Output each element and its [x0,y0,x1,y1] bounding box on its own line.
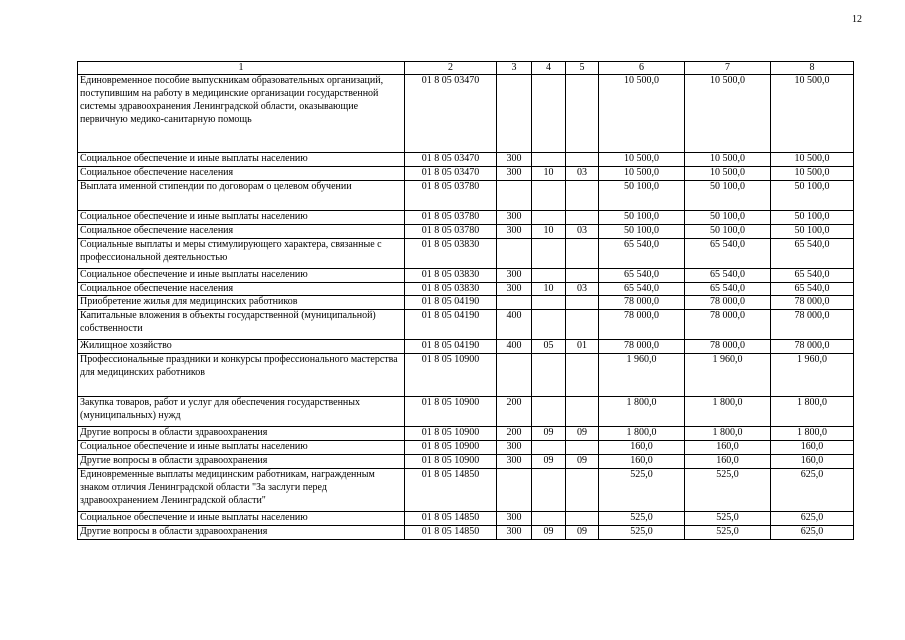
row-name-cell: Социальные выплаты и меры стимулирующего характера, связанные с профессиональной деятельностью [78,238,405,268]
row-section-cell: 09 [532,525,566,539]
row-year1-cell: 78 000,0 [599,340,685,354]
row-code-cell: 01 8 05 03830 [405,268,497,282]
table-row [78,310,854,340]
row-section-cell [532,210,566,224]
row-year3-cell: 1 800,0 [771,427,854,441]
row-subsection-cell [566,511,599,525]
row-subsection-cell: 01 [566,340,599,354]
header-cell: 5 [566,62,599,75]
row-code-cell: 01 8 05 03780 [405,180,497,210]
row-code-cell: 01 8 05 14850 [405,525,497,539]
row-year3-cell: 78 000,0 [771,296,854,310]
row-vr-cell [497,354,532,397]
row-subsection-cell: 09 [566,427,599,441]
row-year2-cell: 1 800,0 [685,427,771,441]
row-vr-cell: 400 [497,310,532,340]
row-subsection-cell [566,468,599,511]
row-name-cell: Капитальные вложения в объекты государственной (муниципальной) собственности [78,310,405,340]
row-subsection-cell [566,210,599,224]
row-name-cell: Социальное обеспечение и иные выплаты населению [78,153,405,167]
row-year2-cell: 65 540,0 [685,282,771,296]
row-year2-cell: 1 800,0 [685,397,771,427]
row-vr-cell [497,468,532,511]
row-year3-cell: 160,0 [771,441,854,455]
row-code-cell: 01 8 05 03780 [405,210,497,224]
budget-table [77,61,854,540]
row-subsection-cell: 09 [566,525,599,539]
row-vr-cell: 300 [497,511,532,525]
row-code-cell: 01 8 05 10900 [405,397,497,427]
row-year3-cell: 10 500,0 [771,75,854,153]
row-vr-cell [497,238,532,268]
row-vr-cell: 300 [497,210,532,224]
header-cell: 6 [599,62,685,75]
row-year2-cell: 50 100,0 [685,210,771,224]
row-year3-cell: 50 100,0 [771,210,854,224]
row-year1-cell: 50 100,0 [599,210,685,224]
row-vr-cell: 200 [497,397,532,427]
row-code-cell: 01 8 05 03830 [405,282,497,296]
row-subsection-cell [566,397,599,427]
row-name-cell: Профессиональные праздники и конкурсы профессионального мастерства для медицинских работников [78,354,405,397]
row-vr-cell: 300 [497,166,532,180]
row-year3-cell: 78 000,0 [771,310,854,340]
row-year3-cell: 65 540,0 [771,268,854,282]
row-year2-cell: 160,0 [685,455,771,469]
row-year1-cell: 65 540,0 [599,238,685,268]
row-name-cell: Социальное обеспечение и иные выплаты населению [78,268,405,282]
row-year2-cell: 10 500,0 [685,166,771,180]
row-vr-cell: 300 [497,441,532,455]
row-code-cell: 01 8 05 14850 [405,468,497,511]
row-section-cell [532,468,566,511]
row-code-cell: 01 8 05 10900 [405,441,497,455]
row-vr-cell: 300 [497,224,532,238]
header-cell: 8 [771,62,854,75]
row-year2-cell: 10 500,0 [685,75,771,153]
row-section-cell: 10 [532,224,566,238]
row-year1-cell: 78 000,0 [599,310,685,340]
row-year2-cell: 50 100,0 [685,180,771,210]
row-code-cell: 01 8 05 10900 [405,455,497,469]
row-year2-cell: 50 100,0 [685,224,771,238]
table-row [78,296,854,310]
table-row [78,166,854,180]
row-vr-cell: 300 [497,282,532,296]
row-year2-cell: 65 540,0 [685,268,771,282]
row-vr-cell [497,75,532,153]
row-code-cell: 01 8 05 03780 [405,224,497,238]
header-cell: 2 [405,62,497,75]
row-year1-cell: 1 800,0 [599,427,685,441]
row-section-cell [532,268,566,282]
table-row [78,282,854,296]
row-code-cell: 01 8 05 10900 [405,354,497,397]
row-year2-cell: 525,0 [685,511,771,525]
row-year2-cell: 1 960,0 [685,354,771,397]
row-year1-cell: 1 800,0 [599,397,685,427]
row-name-cell: Закупка товаров, работ и услуг для обеспечения государственных (муниципальных) нужд [78,397,405,427]
row-year3-cell: 625,0 [771,525,854,539]
table-row [78,75,854,153]
row-vr-cell: 300 [497,525,532,539]
row-year1-cell: 10 500,0 [599,75,685,153]
row-subsection-cell [566,238,599,268]
row-year1-cell: 65 540,0 [599,268,685,282]
row-subsection-cell: 03 [566,224,599,238]
row-section-cell [532,397,566,427]
header-cell: 1 [78,62,405,75]
table-row [78,180,854,210]
page-number: 12 [852,14,862,25]
row-section-cell [532,441,566,455]
row-year2-cell: 525,0 [685,525,771,539]
row-year1-cell: 160,0 [599,441,685,455]
row-year3-cell: 160,0 [771,455,854,469]
row-name-cell: Единовременное пособие выпускникам образовательных организаций, поступившим на работу в медицинские организации государственной системы здравоохранения Ленинградской области, оказывающие первичную медико-санитарную помощь [78,75,405,153]
row-year3-cell: 625,0 [771,511,854,525]
row-section-cell [532,354,566,397]
row-year3-cell: 50 100,0 [771,224,854,238]
row-name-cell: Жилищное хозяйство [78,340,405,354]
row-vr-cell [497,180,532,210]
row-name-cell: Социальное обеспечение населения [78,282,405,296]
row-subsection-cell [566,268,599,282]
table-row [78,238,854,268]
row-subsection-cell [566,441,599,455]
row-name-cell: Социальное обеспечение и иные выплаты населению [78,441,405,455]
table-row [78,153,854,167]
row-code-cell: 01 8 05 03470 [405,166,497,180]
row-year3-cell: 65 540,0 [771,282,854,296]
table-row [78,511,854,525]
row-year1-cell: 78 000,0 [599,296,685,310]
table-row [78,268,854,282]
row-code-cell: 01 8 05 04190 [405,296,497,310]
row-year3-cell: 10 500,0 [771,153,854,167]
table-row [78,340,854,354]
row-year2-cell: 78 000,0 [685,340,771,354]
row-section-cell: 09 [532,455,566,469]
row-code-cell: 01 8 05 04190 [405,310,497,340]
row-year1-cell: 525,0 [599,468,685,511]
table-row [78,210,854,224]
row-subsection-cell [566,354,599,397]
table-row [78,224,854,238]
row-section-cell [532,511,566,525]
table-row [78,397,854,427]
row-vr-cell: 300 [497,455,532,469]
row-name-cell: Выплата именной стипендии по договорам о целевом обучении [78,180,405,210]
row-name-cell: Единовременные выплаты медицинским работникам, награжденным знаком отличия Ленинградской области "За заслуги перед здравоохранением Ленинградской области" [78,468,405,511]
row-code-cell: 01 8 05 10900 [405,427,497,441]
row-subsection-cell [566,180,599,210]
row-year3-cell: 78 000,0 [771,340,854,354]
row-name-cell: Социальное обеспечение населения [78,224,405,238]
row-year3-cell: 1 960,0 [771,354,854,397]
row-section-cell [532,296,566,310]
row-section-cell: 10 [532,166,566,180]
row-code-cell: 01 8 05 04190 [405,340,497,354]
row-year2-cell: 160,0 [685,441,771,455]
row-year1-cell: 10 500,0 [599,166,685,180]
header-cell: 7 [685,62,771,75]
header-row [78,62,854,75]
row-year2-cell: 10 500,0 [685,153,771,167]
row-year1-cell: 10 500,0 [599,153,685,167]
row-section-cell [532,180,566,210]
row-section-cell: 10 [532,282,566,296]
row-name-cell: Другие вопросы в области здравоохранения [78,525,405,539]
row-name-cell: Социальное обеспечение и иные выплаты населению [78,210,405,224]
row-name-cell: Социальное обеспечение и иные выплаты населению [78,511,405,525]
row-year1-cell: 160,0 [599,455,685,469]
row-code-cell: 01 8 05 03830 [405,238,497,268]
table-row [78,525,854,539]
row-subsection-cell: 03 [566,166,599,180]
row-subsection-cell: 03 [566,282,599,296]
row-subsection-cell [566,296,599,310]
row-year3-cell: 65 540,0 [771,238,854,268]
row-year1-cell: 65 540,0 [599,282,685,296]
row-subsection-cell [566,310,599,340]
table-row [78,354,854,397]
row-year2-cell: 78 000,0 [685,310,771,340]
row-year1-cell: 525,0 [599,511,685,525]
row-code-cell: 01 8 05 14850 [405,511,497,525]
row-section-cell [532,75,566,153]
row-vr-cell: 400 [497,340,532,354]
row-year3-cell: 10 500,0 [771,166,854,180]
row-vr-cell: 200 [497,427,532,441]
row-section-cell [532,153,566,167]
table-row [78,441,854,455]
row-section-cell [532,310,566,340]
row-year1-cell: 50 100,0 [599,224,685,238]
row-year2-cell: 65 540,0 [685,238,771,268]
row-name-cell: Социальное обеспечение населения [78,166,405,180]
row-year2-cell: 78 000,0 [685,296,771,310]
row-code-cell: 01 8 05 03470 [405,75,497,153]
table-row [78,455,854,469]
row-year3-cell: 50 100,0 [771,180,854,210]
row-vr-cell: 300 [497,268,532,282]
row-code-cell: 01 8 05 03470 [405,153,497,167]
row-vr-cell: 300 [497,153,532,167]
row-section-cell: 09 [532,427,566,441]
row-subsection-cell [566,75,599,153]
row-name-cell: Приобретение жилья для медицинских работников [78,296,405,310]
header-cell: 3 [497,62,532,75]
row-year2-cell: 525,0 [685,468,771,511]
row-year1-cell: 525,0 [599,525,685,539]
row-year1-cell: 50 100,0 [599,180,685,210]
row-year3-cell: 1 800,0 [771,397,854,427]
header-cell: 4 [532,62,566,75]
row-year1-cell: 1 960,0 [599,354,685,397]
row-subsection-cell [566,153,599,167]
row-section-cell: 05 [532,340,566,354]
row-name-cell: Другие вопросы в области здравоохранения [78,427,405,441]
table-row [78,468,854,511]
row-year3-cell: 625,0 [771,468,854,511]
table-row [78,427,854,441]
row-vr-cell [497,296,532,310]
row-section-cell [532,238,566,268]
row-name-cell: Другие вопросы в области здравоохранения [78,455,405,469]
row-subsection-cell: 09 [566,455,599,469]
